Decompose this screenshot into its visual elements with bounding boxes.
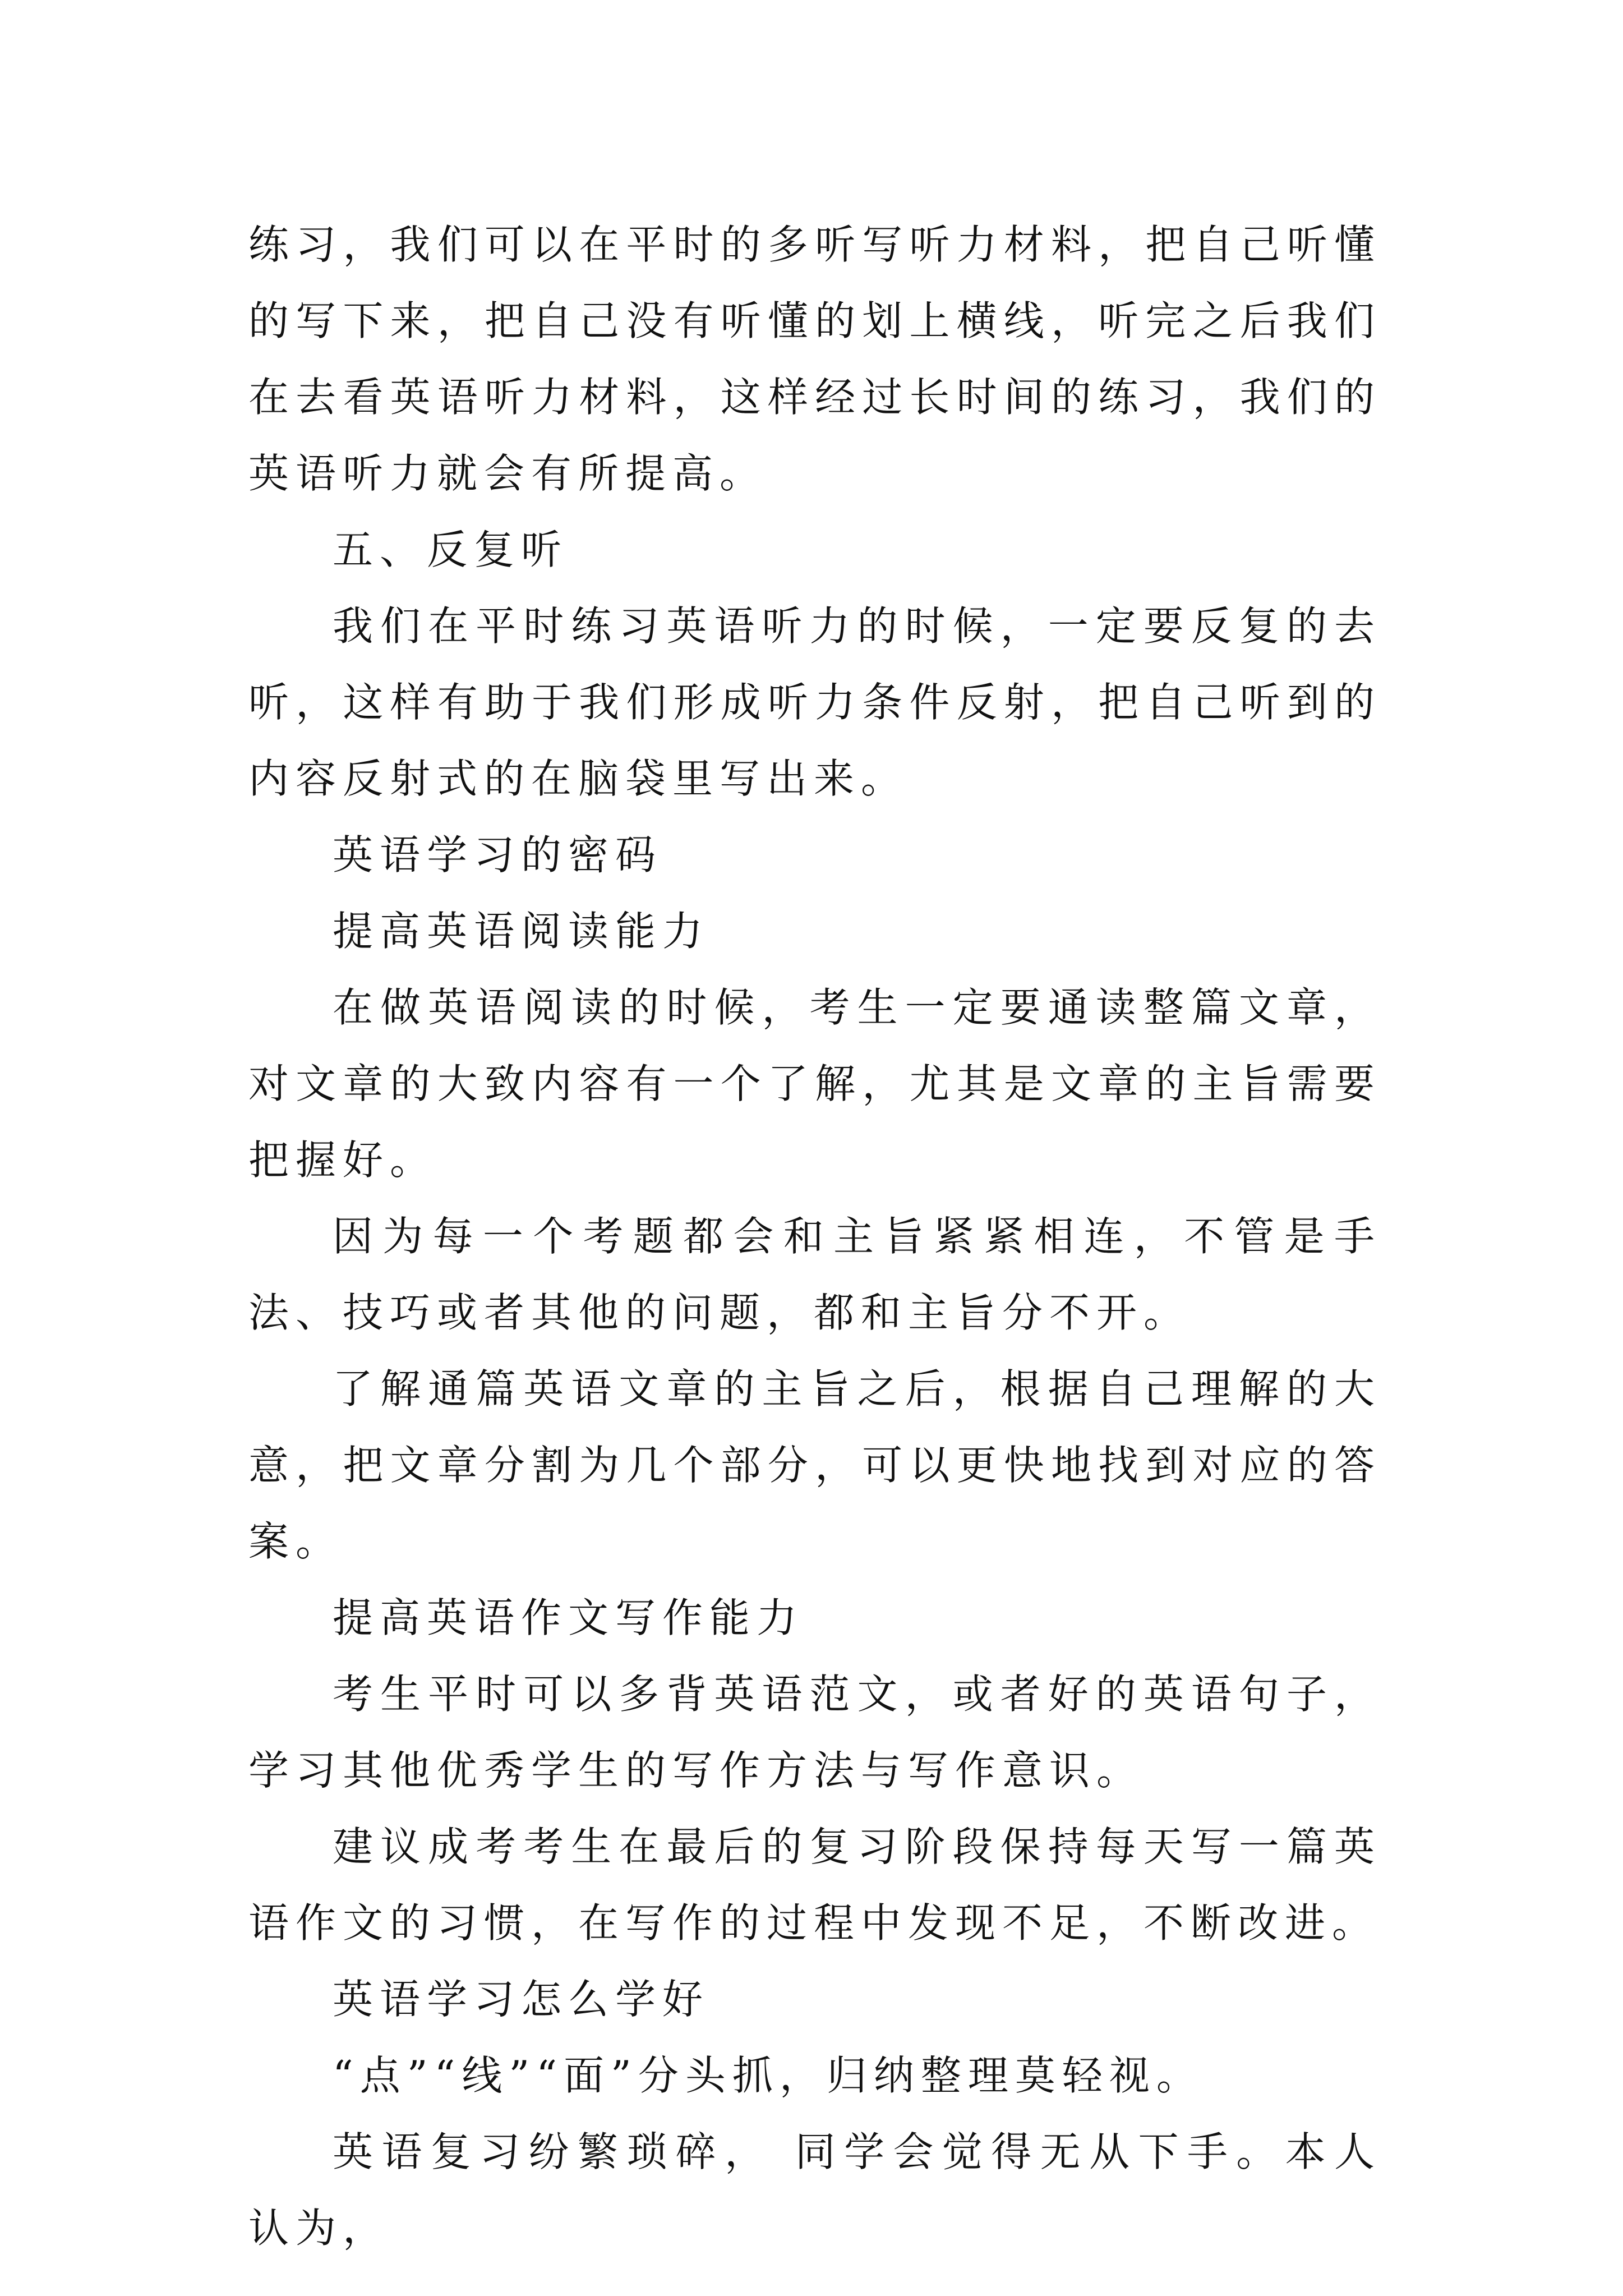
section-heading-english-learning-code: 英语学习的密码	[333, 831, 663, 878]
paragraph-reading-2: 因为每一个考题都会和主旨紧紧相连，不管是手法、技巧或者其他的问题，都和主旨分不开。	[248, 1213, 1381, 1336]
paragraph-point-line-surface: “点”“线”“面”分头抓，归纳整理莫轻视。	[333, 2052, 1204, 2099]
paragraph-reading-1: 在做英语阅读的时候，考生一定要通读整篇文章，对文章的大致内容有一个了解，尤其是文章的主旨需要把握好。	[248, 984, 1381, 1184]
section-heading-reading-ability: 提高英语阅读能力	[333, 908, 710, 955]
paragraph-repeat-listening: 我们在平时练习英语听力的时候，一定要反复的去听，这样有助于我们形成听力条件反射，把自己听到的内容反射式的在脑袋里写出来。	[248, 602, 1381, 802]
body-text	[248, 206, 1381, 2266]
section-heading-writing-ability: 提高英语作文写作能力	[333, 1594, 804, 1641]
section-heading-repeat-listening: 五、反复听	[333, 526, 569, 573]
paragraph-review-intro: 英语复习纷繁琐碎， 同学会觉得无从下手。本人认为，	[248, 2128, 1381, 2252]
paragraph-writing-1: 考生平时可以多背英语范文，或者好的英语句子，学习其他优秀学生的写作方法与写作意识。	[248, 1671, 1381, 1794]
section-heading-how-to-learn: 英语学习怎么学好	[333, 1976, 710, 2023]
paragraph-listening-practice-continued: 练习，我们可以在平时的多听写听力材料，把自己听懂的写下来，把自己没有听懂的划上横线，听完之后我们在去看英语听力材料，这样经过长时间的练习，我们的英语听力就会有所提高。	[248, 221, 1381, 497]
paragraph-writing-2: 建议成考考生在最后的复习阶段保持每天写一篇英语作文的习惯，在写作的过程中发现不足，不断改进。	[248, 1823, 1381, 1947]
paragraph-reading-3: 了解通篇英语文章的主旨之后，根据自己理解的大意，把文章分割为几个部分，可以更快地找到对应的答案。	[248, 1365, 1381, 1565]
